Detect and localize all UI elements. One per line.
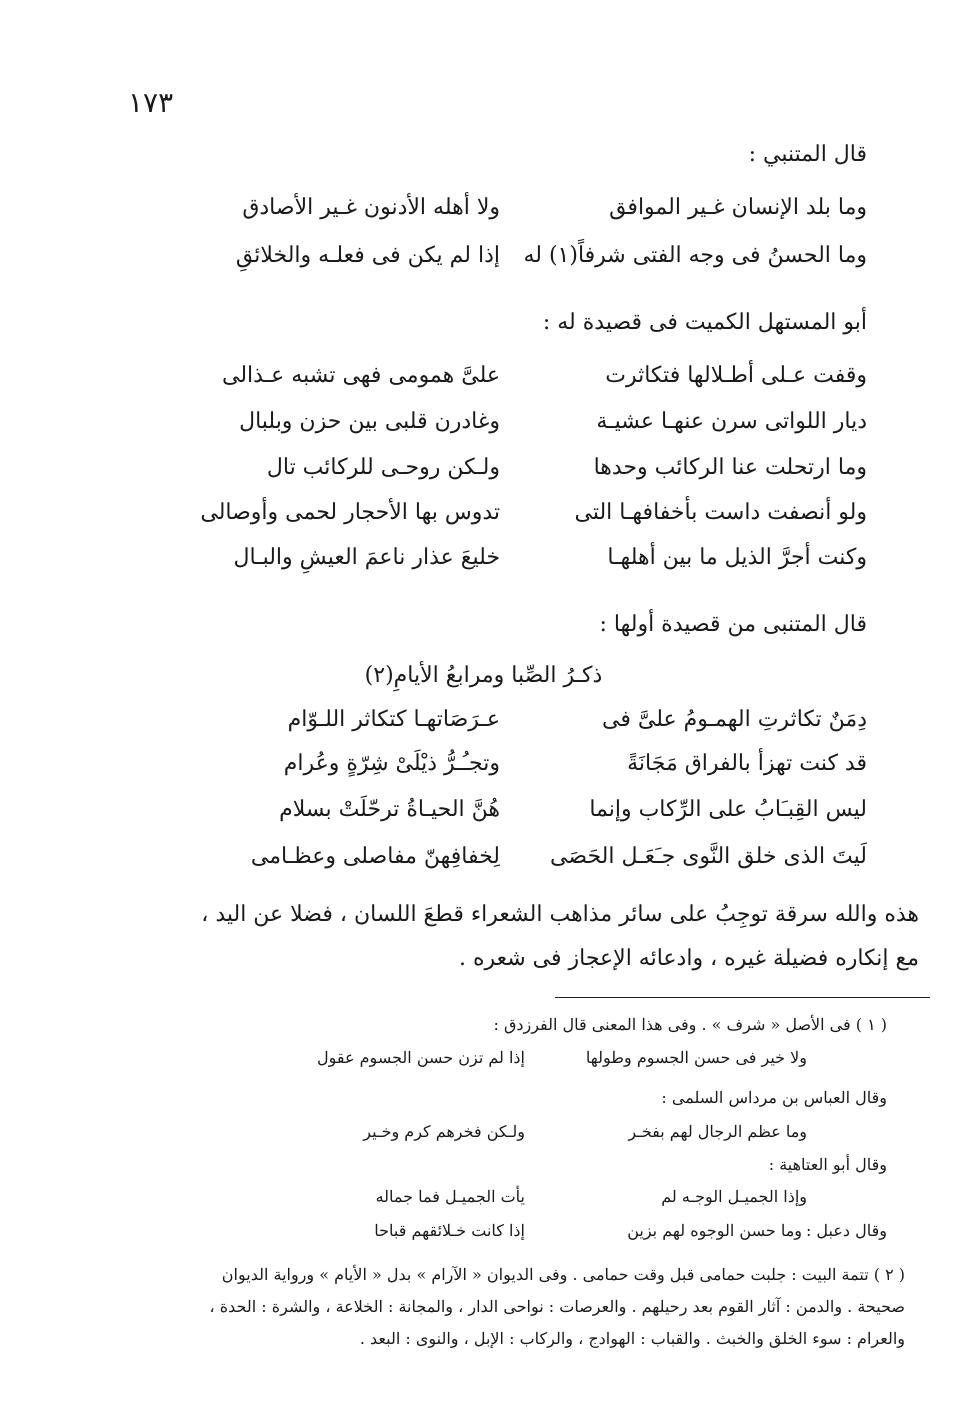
footnote-line: وقال دعبل :	[805, 1221, 887, 1240]
footnote-verse-right: وما عظم الرجال لهم بفخـر	[628, 1122, 807, 1141]
page-number: ١٧٣	[128, 86, 174, 119]
prose-line: مع إنكاره فضيلة غيره ، وادعائه الإعجاز فى شعره .	[458, 946, 919, 971]
footnote-verse-left: إذا كانت خـلائقهم قباحا	[374, 1221, 525, 1240]
verse-left-hemistich: تدوس بها الأحجار لحمى وأوصالى	[200, 500, 500, 525]
verse-right-hemistich: وما الحسنُ فى وجه الفتى شرفاً(١) له	[523, 243, 867, 268]
footnote-line: ( ٢ ) تتمة البيت : جلبت حمامى قبل وقت حمامى . وفى الديوان « الآرام » بدل « الأيام » ورواية الديوان	[221, 1265, 905, 1284]
verse-left-hemistich: ولا أهله الأدنون غـير الأصادق	[242, 195, 500, 220]
verse-right-hemistich: ليس القِبـَابُ على الرِّكاب وإنما	[589, 797, 867, 822]
verse-right-hemistich: لَيتَ الذى خلق النَّوى جـَعَـل الحَصَى	[550, 844, 867, 869]
verse-left-hemistich: عـرَصَاتهـا كتكاثر اللـوّام	[287, 707, 500, 732]
footnote-verse-right: وإذا الجميـل الوجـه لم	[661, 1187, 807, 1206]
footnote-verse-left: ولـكن فخرهم كرم وخـير	[363, 1122, 525, 1141]
verse-left-hemistich: وغادرن قلبى بين حزن وبلبال	[239, 409, 500, 434]
verse-left-hemistich: علىَّ همومى فهى تشبه عـذالى	[222, 363, 500, 388]
verse-left-hemistich: وتجـُـرُّ ذيْلَىْ شِرّةٍ وعُرام	[283, 751, 500, 776]
footnote-verse-right: ولا خير فى حسن الجسوم وطولها	[585, 1048, 807, 1067]
section-heading: قال المتنبى من قصيدة أولها :	[599, 612, 867, 637]
section-heading: قال المتنبي :	[748, 142, 867, 167]
footnote-line: ( ١ ) فى الأصل « شرف » . وفى هذا المعنى قال الفرزدق :	[493, 1015, 887, 1034]
verse-left-hemistich: هُنَّ الحيـاةُ ترحّلَتْ بسلام	[279, 797, 500, 822]
footnote-separator	[555, 997, 930, 998]
verse-right-hemistich: وكنت أجرَّ الذيل ما بين أهلهـا	[607, 545, 867, 570]
footnote-verse-right: وما حسن الوجوه لهم بزين	[627, 1221, 802, 1240]
footnote-verse-left: إذا لم تزن حسن الجسوم عقول	[317, 1048, 525, 1067]
section-heading: أبو المستهل الكميت فى قصيدة له :	[542, 310, 867, 335]
footnote-line: وقال أبو العتاهية :	[768, 1155, 887, 1174]
verse-right-hemistich: وما ارتحلت عنا الركائب وحدها	[593, 455, 867, 480]
verse-right-hemistich: ديار اللواتى سرن عنهـا عشيـة	[596, 409, 867, 434]
verse-left-hemistich: إذا لم يكن فى فعلـه والخلائقِ	[235, 243, 500, 268]
centered-verse: ذكـرُ الصِّبا ومرابعُ الأيامِ(٢)	[364, 663, 603, 688]
verse-right-hemistich: ولو أنصفت داست بأخفافهـا التى	[574, 500, 867, 525]
verse-left-hemistich: خليعَ عذار ناعمَ العيشِ والبـال	[233, 545, 500, 570]
verse-left-hemistich: لِخفافِهنّ مفاصلى وعظـامى	[250, 844, 500, 869]
footnote-line: صحيحة . والدمن : آثار القوم بعد رحيلهم . والعرصات : نواحى الدار ، والمجانة : الخلاعة ، والشرة : الحدة ،	[209, 1297, 905, 1316]
prose-line: هذه والله سرقة توجِبُ على سائر مذاهب الشعراء قطعَ اللسان ، فضلا عن اليد ،	[201, 902, 919, 927]
verse-right-hemistich: وقفت عـلى أطـلالها فتكاثرت	[605, 363, 867, 388]
footnote-line: والعرام : سوء الخلق والخبث . والقباب : الهوادج ، والركاب : الإبل ، والنوى : البعد .	[359, 1329, 905, 1348]
footnote-verse-left: يأت الجميـل فما جماله	[375, 1187, 525, 1206]
verse-right-hemistich: قد كنت تهزأ بالفراق مَجَانَةً	[627, 751, 867, 776]
verse-left-hemistich: ولـكن روحـى للركائب تال	[266, 455, 500, 480]
verse-right-hemistich: دِمَنٌ تكاثرتِ الهمـومُ علىَّ فى	[602, 707, 867, 732]
footnote-line: وقال العباس بن مرداس السلمى :	[661, 1088, 887, 1107]
verse-right-hemistich: وما بلد الإنسان غـير الموافق	[609, 195, 867, 220]
